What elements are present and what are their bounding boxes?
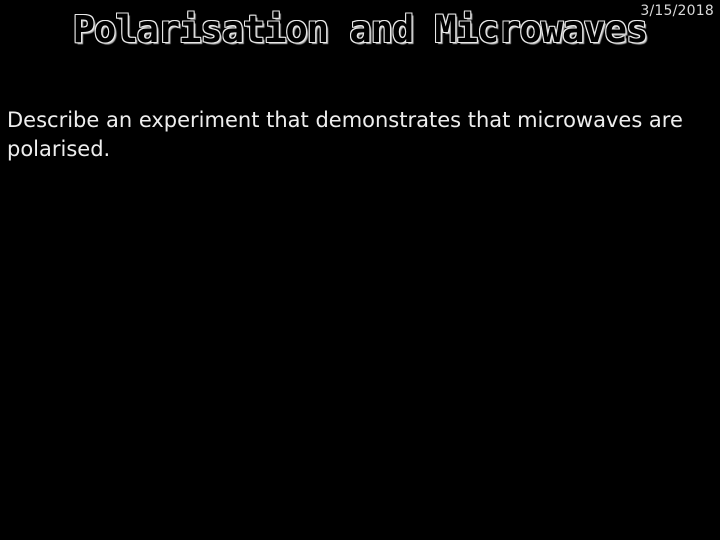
slide-title: Polarisation and Microwaves: [72, 8, 648, 51]
slide-date: 3/15/2018: [640, 3, 714, 19]
slide-body-text: Describe an experiment that demonstrates that microwaves are polarised.: [7, 108, 683, 161]
